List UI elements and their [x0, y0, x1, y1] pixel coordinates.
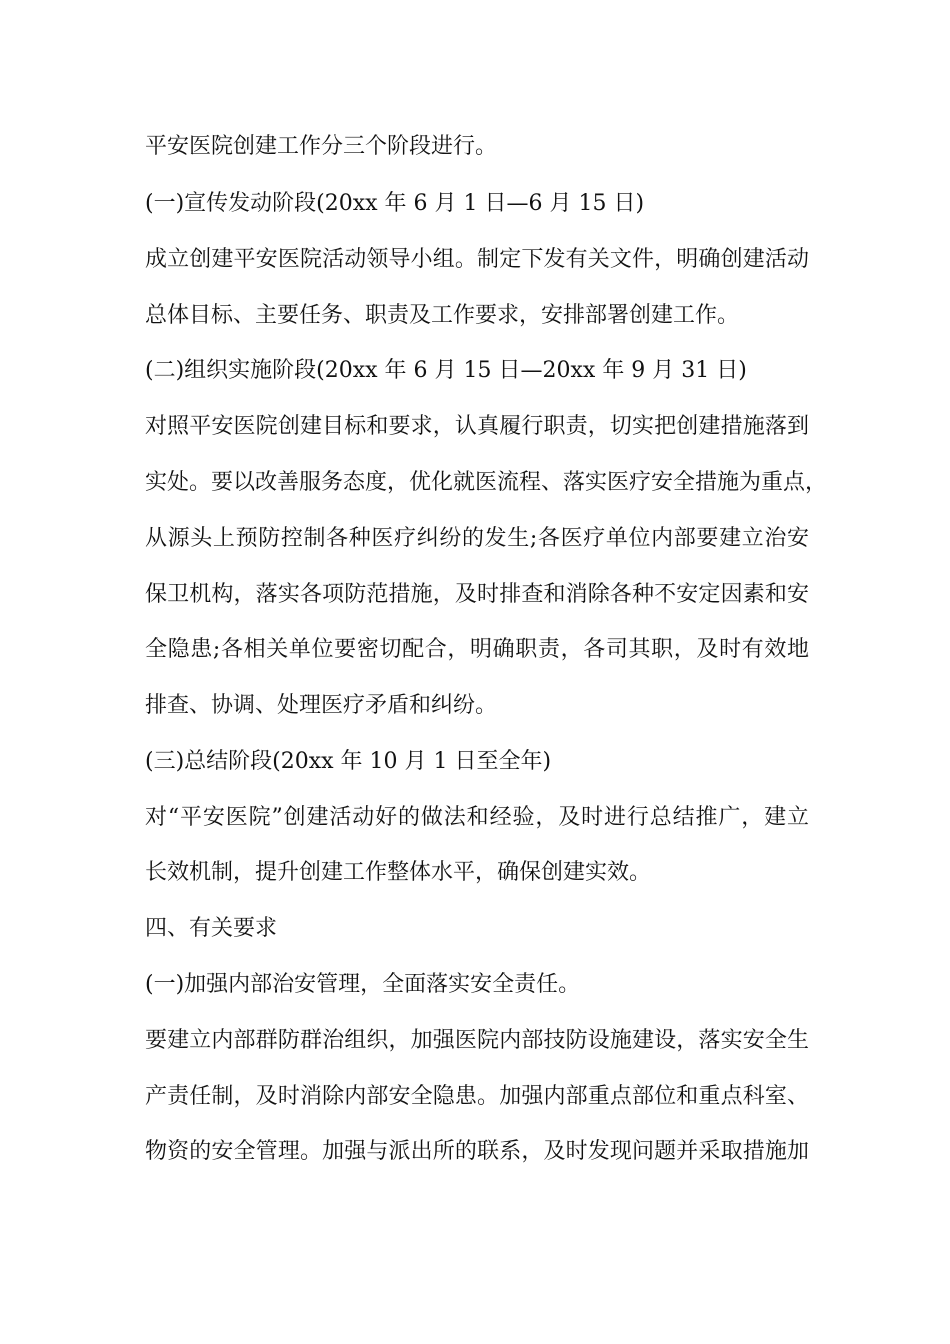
text-line: 要建立内部群防群治组织，加强医院内部技防设施建设，落实安全生: [145, 1028, 809, 1053]
text-line: 排查、协调、处理医疗矛盾和纠纷。: [145, 693, 498, 718]
text-line: 长效机制，提升创建工作整体水平，确保创建实效。: [145, 860, 652, 885]
text-line: 成立创建平安医院活动领导小组。制定下发有关文件，明确创建活动: [145, 247, 809, 272]
text-line: 物资的安全管理。加强与派出所的联系，及时发现问题并采取措施加: [145, 1139, 809, 1164]
text-line: 全隐患;各相关单位要密切配合，明确职责，各司其职，及时有效地: [145, 637, 809, 662]
section-heading: (三)总结阶段(20xx 年 10 月 1 日至全年): [145, 749, 552, 774]
text-line: 平安医院创建工作分三个阶段进行。: [145, 134, 498, 159]
section-heading: (二)组织实施阶段(20xx 年 6 月 15 日—20xx 年 9 月 31 日): [145, 358, 747, 383]
text-line: 保卫机构，落实各项防范措施，及时排查和消除各种不安定因素和安: [145, 582, 809, 607]
section-heading: (一)加强内部治安管理，全面落实安全责任。: [145, 972, 581, 997]
text-line: 对照平安医院创建目标和要求，认真履行职责，切实把创建措施落到: [145, 414, 809, 439]
section-heading: 四、有关要求: [145, 916, 278, 941]
text-line: 实处。要以改善服务态度，优化就医流程、落实医疗安全措施为重点，: [145, 470, 828, 495]
text-line: 产责任制，及时消除内部安全隐患。加强内部重点部位和重点科室、: [145, 1084, 809, 1109]
text-line: 对“平安医院”创建活动好的做法和经验，及时进行总结推广，建立: [145, 805, 809, 830]
text-line: 从源头上预防控制各种医疗纠纷的发生;各医疗单位内部要建立治安: [145, 526, 809, 551]
section-heading: (一)宣传发动阶段(20xx 年 6 月 1 日—6 月 15 日): [145, 191, 645, 216]
text-line: 总体目标、主要任务、职责及工作要求，安排部署创建工作。: [145, 303, 740, 328]
